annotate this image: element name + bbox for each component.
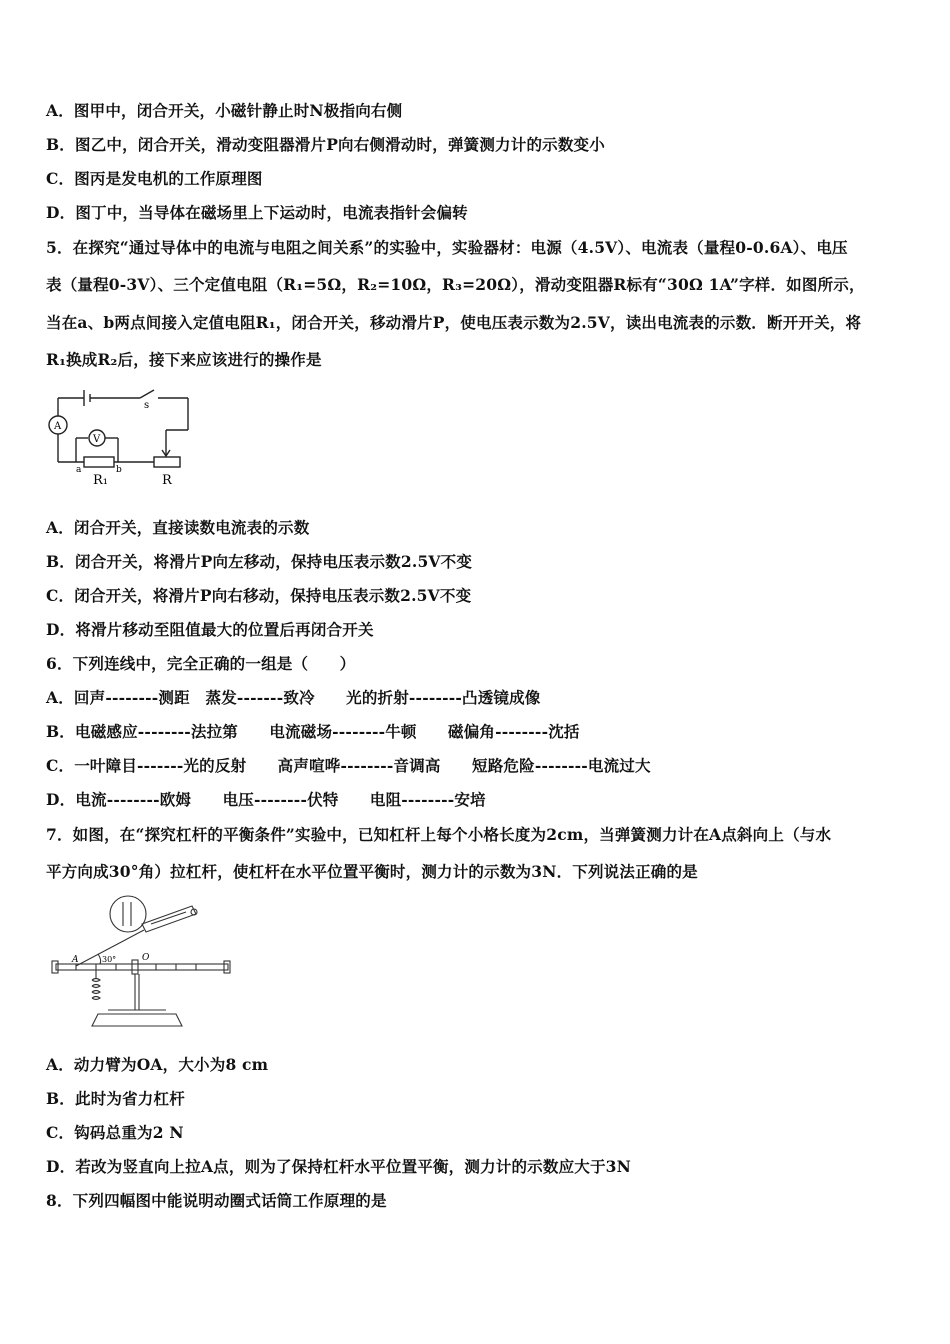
q5-option-b: B．闭合开关，将滑片P向左移动，保持电压表示数2.5V不变 [46, 552, 473, 571]
q6-stem: 6．下列连线中，完全正确的一组是（ ） [46, 654, 356, 673]
q4-option-a: A．图甲中，闭合开关，小磁针静止时N极指向右侧 [46, 101, 403, 120]
q6-option-a: A．回声--------测距 蒸发-------致冷 光的折射--------凸透镜成像 [46, 688, 541, 707]
lever-point-o: O [142, 953, 150, 963]
resistor-label: R₁ [93, 473, 108, 488]
q6-option-c: C．一叶障目-------光的反射 高声喧哗--------音调高 短路危险--------电流过大 [46, 756, 651, 775]
q7-option-c: C．钩码总重为2 N [46, 1123, 184, 1142]
voltmeter-label: V [93, 434, 101, 445]
lever-diagram [46, 894, 246, 1034]
q7-stem-line-2: 平方向成30°角）拉杠杆，使杠杆在水平位置平衡时，测力计的示数为3N．下列说法正确的是 [46, 862, 698, 881]
rheostat-label: R [162, 473, 172, 488]
q5-stem-line-2: 表（量程0-3V）、三个定值电阻（R₁=5Ω，R₂=10Ω，R₃=20Ω），滑动变阻器R标有“30Ω 1A”字样．如图所示， [46, 275, 865, 294]
q5-option-a: A．闭合开关，直接读数电流表的示数 [46, 518, 310, 537]
point-b-label: b [116, 465, 122, 475]
q7-option-d: D．若改为竖直向上拉A点，则为了保持杠杆水平位置平衡，测力计的示数应大于3N [46, 1157, 632, 1176]
lever-point-a: A [72, 955, 79, 965]
q7-option-a: A．动力臂为OA，大小为8 cm [46, 1055, 269, 1074]
point-a-label: a [76, 465, 82, 475]
q4-option-d: D．图丁中，当导体在磁场里上下运动时，电流表指针会偏转 [46, 203, 468, 222]
q5-option-c: C．闭合开关，将滑片P向右移动，保持电压表示数2.5V不变 [46, 586, 472, 605]
q7-stem-line-1: 7．如图，在“探究杠杆的平衡条件”实验中，已知杠杆上每个小格长度为2cm，当弹簧测力计在A点斜向上（与水 [46, 825, 832, 844]
switch-label: s [144, 400, 150, 411]
q6-option-d: D．电流--------欧姆 电压--------伏特 电阻--------安培 [46, 790, 486, 809]
q5-stem-line-1: 5．在探究“通过导体中的电流与电阻之间关系”的实验中，实验器材：电源（4.5V）、电流表（量程0-0.6A）、电压 [46, 238, 848, 257]
lever-angle: 30° [102, 955, 117, 964]
q5-stem-line-3: 当在a、b两点间接入定值电阻R₁，闭合开关，移动滑片P，使电压表示数为2.5V，读出电流表的示数．断开开关，将 [46, 313, 862, 332]
q5-option-d: D．将滑片移动至阻值最大的位置后再闭合开关 [46, 620, 374, 639]
q4-option-c: C．图丙是发电机的工作原理图 [46, 169, 263, 188]
q6-option-b: B．电磁感应--------法拉第 电流磁场--------牛顿 磁偏角--------沈括 [46, 722, 580, 741]
circuit-diagram [46, 386, 196, 492]
ammeter-label: A [54, 421, 62, 432]
q4-option-b: B．图乙中，闭合开关，滑动变阻器滑片P向右侧滑动时，弹簧测力计的示数变小 [46, 135, 605, 154]
q8-stem: 8．下列四幅图中能说明动圈式话筒工作原理的是 [46, 1191, 387, 1210]
q5-stem-line-4: R₁换成R₂后，接下来应该进行的操作是 [46, 350, 322, 369]
q7-option-b: B．此时为省力杠杆 [46, 1089, 185, 1108]
